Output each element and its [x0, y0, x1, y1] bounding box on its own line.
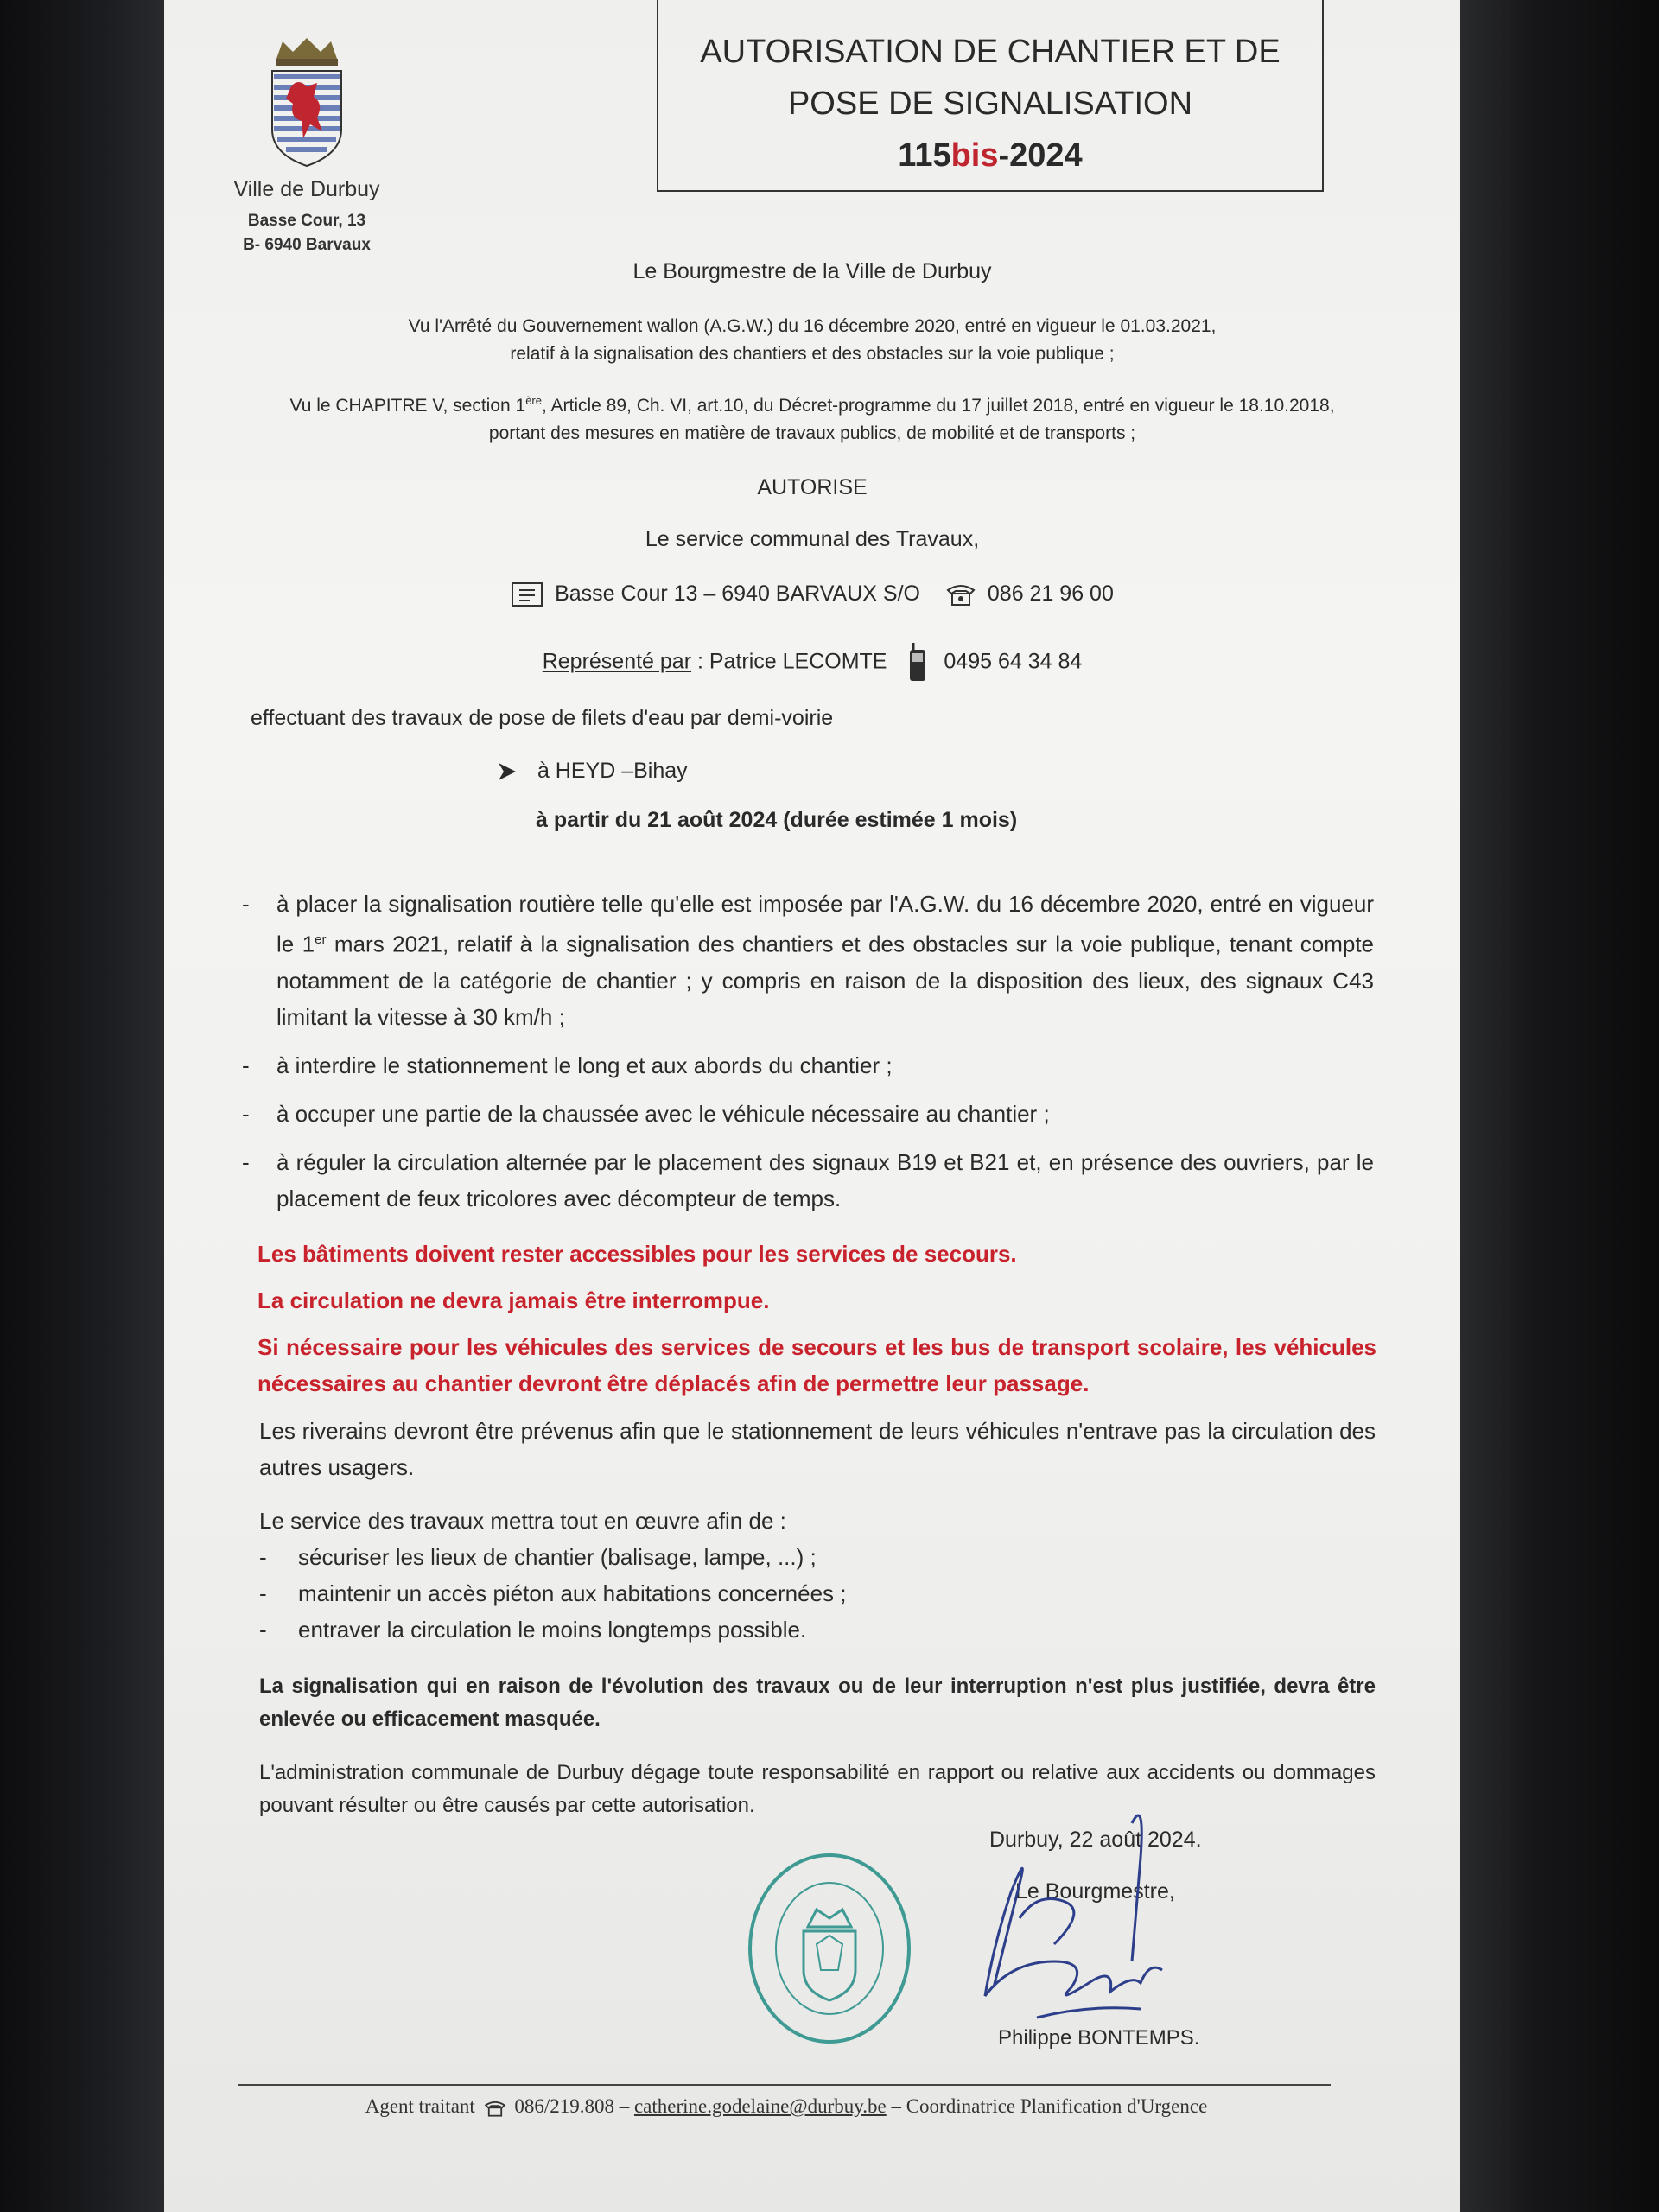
city-crest-icon — [264, 35, 350, 173]
warnings — [257, 1236, 1376, 1402]
issuer: Le Bourgmestre de la Ville de Durbuy — [632, 259, 992, 283]
list-dash: - — [259, 1580, 267, 1606]
obligation-text-post: mars 2021, relatif à la signalisation des chantiers et des obstacles sur la voie publique, tenant compte notamment de la catégorie de chantier ; y compris en raison de la disposition des lieux, des signaux C43 limitant la vitesse à 30 km/h ; — [276, 931, 1374, 1030]
title-box — [657, 0, 1324, 192]
title-line2: POSE DE SIGNALISATION — [787, 86, 1193, 122]
signage-paragraph: La signalisation qui en raison de l'évolution des travaux ou de leur interruption n'est plus justifiée, devra être enlevée ou efficacement masquée. — [259, 1675, 1376, 1731]
service-intro: Le service des travaux mettra tout en œuvre afin de : — [259, 1508, 786, 1534]
obligation-text-pre: à placer la signalisation routière telle qu'elle est imposée par l'A.G.W. du 16 décembre 2020, entré en vigueur le 1 — [276, 891, 1374, 957]
disclaimer-paragraph: L'administration communale de Durbuy dégage toute responsabilité en rapport ou relative aux accidents ou dommages pouvant résulter ou être causés par cette autorisation. — [259, 1761, 1376, 1817]
obligation-text: à interdire le stationnement le long et aux abords du chantier ; — [276, 1052, 893, 1078]
obligations-list — [242, 886, 1374, 1229]
service-item — [259, 1539, 1376, 1575]
letter-icon — [511, 582, 543, 607]
autorise-heading: AUTORISE — [757, 475, 868, 499]
footer-divider — [238, 2084, 1331, 2086]
legal-basis-2-part2: , Article 89, Ch. VI, art.10, du Décret-programme du 17 juillet 2018, entré en vigueur le 18.10.2018, — [542, 396, 1335, 416]
service-item-text: entraver la circulation le moins longtemps possible. — [298, 1617, 807, 1643]
display-frame-left — [0, 0, 168, 2212]
works-location — [497, 754, 1274, 787]
signature-date: Durbuy, 22 août 2024. — [989, 1827, 1202, 1852]
service-items — [259, 1539, 1376, 1648]
footer — [233, 2095, 1339, 2118]
legal-basis-2 — [216, 387, 1408, 448]
service-phone: 086 21 96 00 — [987, 582, 1114, 606]
document-page — [164, 0, 1460, 2212]
obligation-item — [242, 1096, 1374, 1132]
works-start-date: à partir du 21 août 2024 (durée estimée 1 mois) — [536, 808, 1018, 832]
list-dash: - — [242, 891, 250, 917]
list-dash: - — [259, 1617, 267, 1643]
list-dash: - — [242, 1052, 250, 1078]
footer-agent-role: – Coordinatrice Planification d'Urgence — [891, 2095, 1208, 2117]
representative-name: : Patrice LECOMTE — [691, 649, 887, 674]
service-address: Basse Cour 13 – 6940 BARVAUX S/O — [555, 582, 920, 606]
obligation-item — [242, 1144, 1374, 1217]
works-location-text: à HEYD –Bihay — [537, 759, 688, 783]
legal-basis-2-line2: portant des mesures en matière de travaux publics, de mobilité et de transports ; — [488, 423, 1136, 443]
service-name: Le service communal des Travaux, — [645, 527, 980, 551]
list-dash: - — [242, 1148, 250, 1175]
footer-agent-label: Agent traitant — [365, 2095, 475, 2117]
service-item — [259, 1575, 1376, 1611]
obligation-text: à occuper une partie de la chaussée avec le véhicule nécessaire au chantier ; — [276, 1100, 1050, 1127]
service-item-text: maintenir un accès piéton aux habitations concernées ; — [298, 1580, 847, 1606]
works-description: effectuant des travaux de pose de filets d'eau par demi-voirie — [251, 706, 834, 730]
legal-basis-2-sup: ère — [525, 394, 542, 407]
warning-emergency-access: Les bâtiments doivent rester accessibles pour les services de secours. — [257, 1241, 1017, 1267]
signature-role: Le Bourgmestre, — [1015, 1879, 1175, 1904]
legal-basis-1-line2: relatif à la signalisation des chantiers et des obstacles sur la voie publique ; — [510, 344, 1115, 364]
warning-vehicles: Si nécessaire pour les véhicules des services de secours et les bus de transport scolaire, les véhicules nécessaires au chantier devront être déplacés afin de permettre leur passage. — [257, 1334, 1376, 1396]
representative-label: Représenté par — [542, 649, 692, 674]
mobile-phone-icon — [906, 641, 929, 684]
authorization-number — [658, 130, 1322, 181]
authorization-number-a: 115 — [898, 137, 951, 174]
residents-paragraph: Les riverains devront être prévenus afin que le stationnement de leurs véhicules n'entrave pas la circulation des autres usagers. — [259, 1418, 1376, 1480]
obligation-text: à réguler la circulation alternée par le placement des signaux B19 et B21 et, en présence des ouvriers, par le placement de feux tricolores avec décompteur de temps. — [276, 1148, 1374, 1211]
legal-basis-2-part1: Vu le CHAPITRE V, section 1 — [289, 396, 526, 416]
authorization-number-b: -2024 — [998, 137, 1083, 174]
service-item — [259, 1611, 1376, 1648]
city-address-line2: B- 6940 Barvaux — [243, 236, 371, 254]
legal-basis-2-line1 — [216, 387, 1408, 420]
footer-agent-phone: 086/219.808 – — [514, 2095, 630, 2117]
legal-basis-1 — [216, 313, 1408, 368]
city-name: Ville de Durbuy — [233, 177, 380, 201]
footer-email-link[interactable]: catherine.godelaine@durbuy.be — [633, 2095, 887, 2117]
representative-mobile: 0495 64 34 84 — [944, 649, 1083, 674]
warning-traffic: La circulation ne devra jamais être interrompue. — [257, 1287, 770, 1313]
representative — [164, 641, 1460, 684]
legal-basis-1-line1: Vu l'Arrêté du Gouvernement wallon (A.G.W.) du 16 décembre 2020, entré en vigueur le 01.03.2021, — [408, 316, 1217, 336]
list-dash: - — [242, 1100, 250, 1127]
title-line1: AUTORISATION DE CHANTIER ET DE — [700, 34, 1281, 70]
city-address-line1: Basse Cour, 13 — [247, 212, 366, 230]
handwritten-signature-icon — [959, 1789, 1218, 2031]
obligation-text-sup: er — [315, 932, 327, 947]
official-stamp-icon — [743, 1849, 916, 2048]
telephone-icon — [945, 582, 976, 607]
authorization-number-bis: bis — [950, 137, 999, 174]
service-contact — [164, 577, 1460, 610]
service-item-text: sécuriser les lieux de chantier (balisage, lampe, ...) ; — [298, 1544, 817, 1570]
city-address — [199, 209, 415, 257]
obligation-item — [242, 886, 1374, 1035]
display-frame-right — [1456, 0, 1659, 2212]
body-text — [259, 1413, 1376, 1822]
obligation-item — [242, 1047, 1374, 1084]
signatory-name: Philippe BONTEMPS. — [998, 2026, 1200, 2050]
footer-telephone-icon — [484, 2099, 506, 2118]
list-dash: - — [259, 1544, 267, 1570]
arrow-bullet-icon — [497, 761, 518, 782]
